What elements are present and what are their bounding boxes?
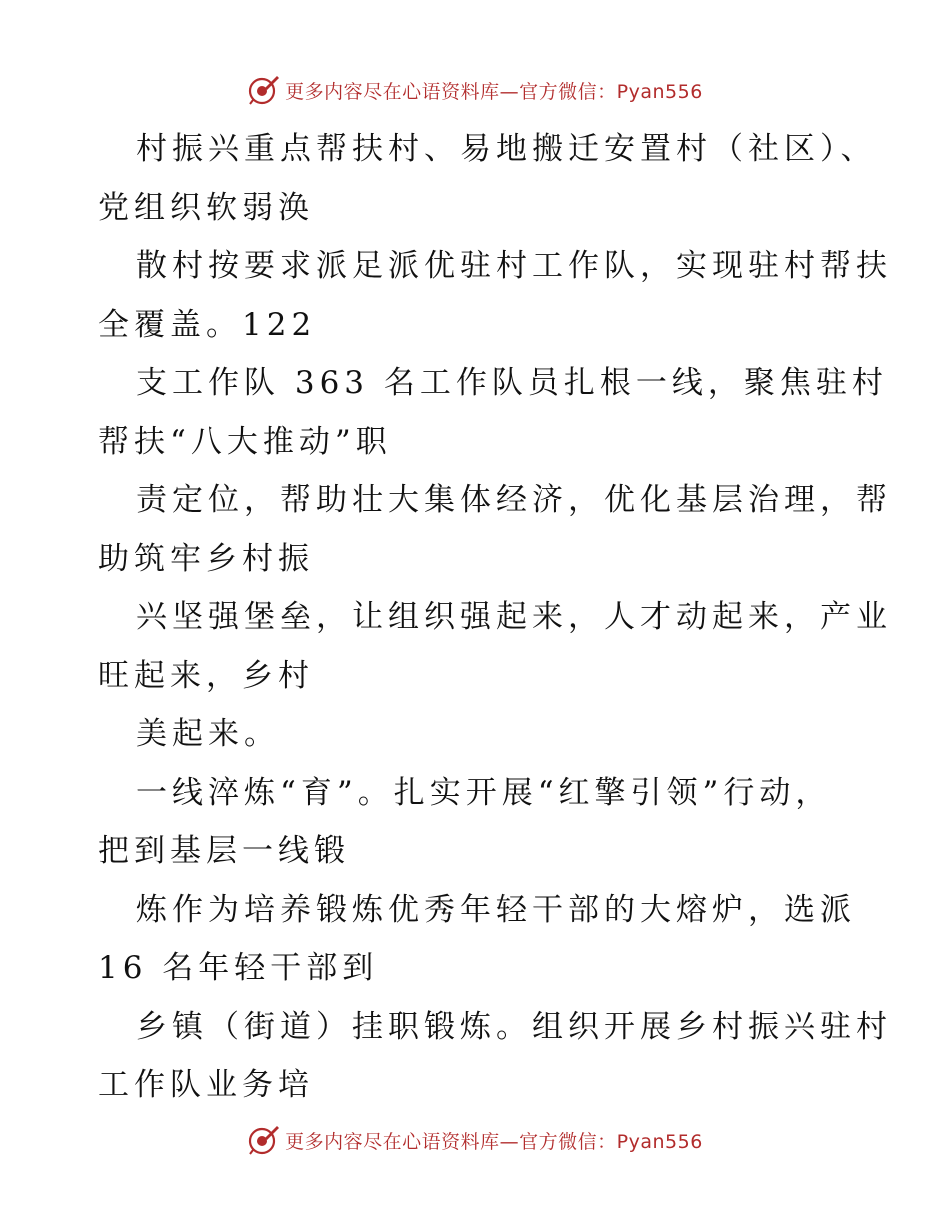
header-banner [0, 70, 950, 110]
text-line: 美起来。 [136, 716, 280, 752]
text-line: 责定位，帮助壮大集体经济，优化基层治理，帮 [136, 482, 892, 518]
pen-logo-icon [247, 73, 281, 107]
text-line: 党组织软弱涣 [98, 189, 314, 226]
text-line: 旺起来，乡村 [98, 657, 314, 694]
document-body [98, 120, 892, 1115]
text-line: 16 名年轻干部到 [98, 950, 379, 986]
banner-text: 更多内容尽在心语资料库—官方微信：Pyan556 [285, 1130, 703, 1153]
text-line: 全覆盖。122 [98, 306, 317, 343]
text-line: 散村按要求派足派优驻村工作队，实现驻村帮扶 [136, 248, 892, 284]
text-line: 帮扶“八大推动”职 [98, 423, 392, 460]
text-line: 工作队业务培 [98, 1067, 314, 1103]
text-line: 支工作队 363 名工作队员扎根一线，聚焦驻村 [136, 365, 888, 401]
text-line: 助筑牢乡村振 [98, 540, 314, 577]
text-line: 兴坚强堡垒，让组织强起来，人才动起来，产业 [136, 599, 892, 635]
text-line: 乡镇（街道）挂职锻炼。组织开展乡村振兴驻村 [136, 1008, 892, 1045]
footer-banner [0, 1120, 950, 1160]
text-line: 村振兴重点帮扶村、易地搬迁安置村（社区）、 [136, 131, 877, 167]
pen-logo-icon [247, 1123, 281, 1157]
banner-text: 更多内容尽在心语资料库—官方微信：Pyan556 [285, 80, 703, 103]
text-line: 一线淬炼“育”。扎实开展“红擎引领”行动， [136, 774, 832, 811]
text-line: 炼作为培养锻炼优秀年轻干部的大熔炉，选派 [136, 891, 856, 928]
text-line: 把到基层一线锻 [98, 833, 350, 869]
